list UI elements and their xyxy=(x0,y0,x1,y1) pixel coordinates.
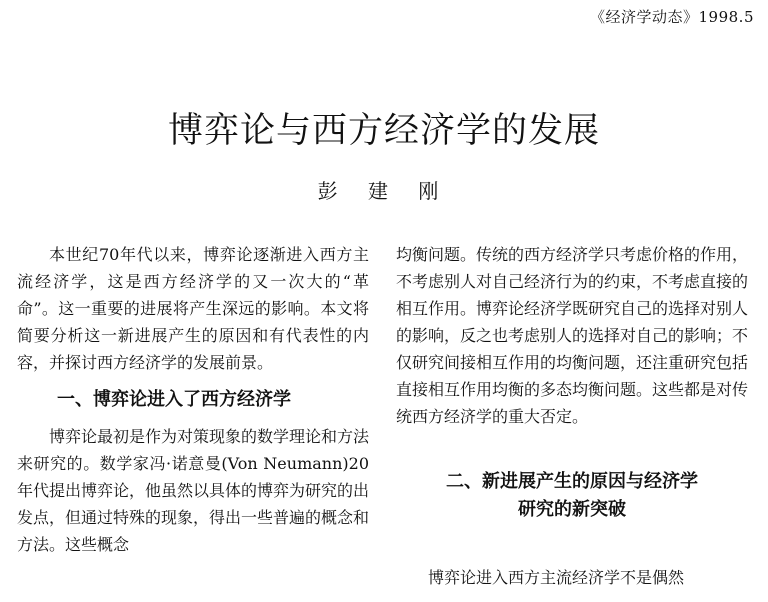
journal-citation: 《经济学动态》1998.5 xyxy=(590,8,754,26)
right-column xyxy=(396,241,748,591)
section-2-heading-line-2: 研究的新突破 xyxy=(518,499,626,520)
section-2-paragraph: 博弈论进入西方主流经济学不是偶然 xyxy=(428,568,685,587)
article-author: 彭 建 刚 xyxy=(317,179,451,203)
left-column xyxy=(17,241,369,558)
abstract-paragraph: 本世纪70年代以来，博弈论逐渐进入西方主流经济学，这是西方经济学的又一次大的“革命”。这一重要的进展将产生深远的影响。本文将简要分析这一新进展产生的原因和有代表性的内容，并探讨西方经济学的发展前景。 xyxy=(17,245,369,372)
continued-paragraph: 均衡问题。传统的西方经济学只考虑价格的作用，不考虑别人对自己经济行为的约束，不考虑直接的相互作用。博弈论经济学既研究自己的选择对别人的影响，反之也考虑别人的选择对自己的影响；不仅研究间接相互作用的均衡问题，还注重研究包括直接相互作用均衡的多态均衡问题。这些都是对传统西方经济学的重大否定。 xyxy=(396,245,749,426)
section-1-heading: 一、博弈论进入了西方经济学 xyxy=(57,389,291,410)
section-2-heading-line-1: 二、新进展产生的原因与经济学 xyxy=(446,471,698,492)
section-1-paragraph: 博弈论最初是作为对策现象的数学理论和方法来研究的。数学家冯·诺意曼(Von Neumann)20年代提出博弈论，他虽然以具体的博弈为研究的出发点，但通过特殊的现象，得出一些普遍的概念和方法。这些概念 xyxy=(17,427,370,554)
section-2-heading xyxy=(396,468,748,524)
article-title: 博弈论与西方经济学的发展 xyxy=(167,111,600,151)
